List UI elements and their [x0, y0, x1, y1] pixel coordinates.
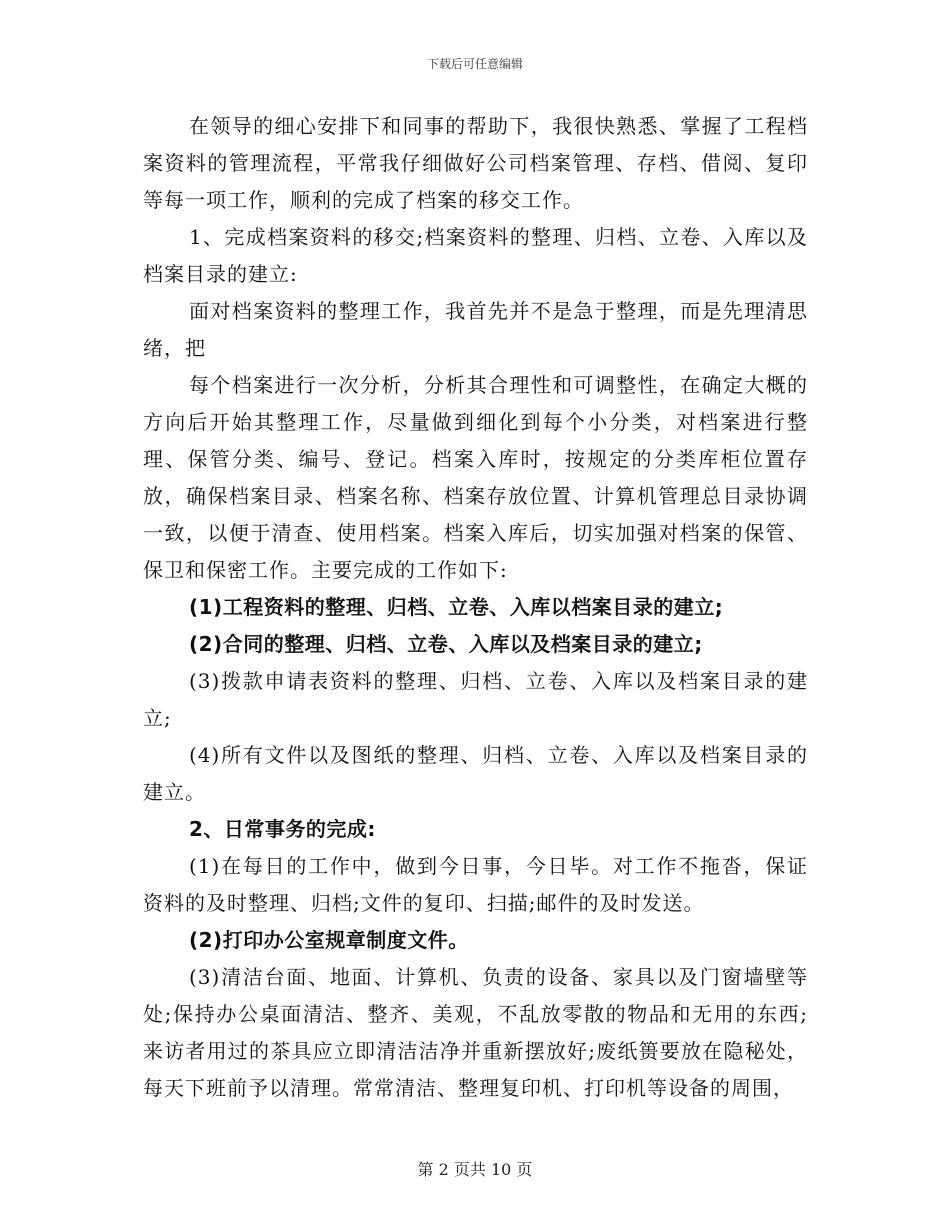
paragraph: (3)清洁台面、地面、计算机、负责的设备、家具以及门窗墙壁等处;保持办公桌面清洁、整齐、美观，不乱放零散的物品和无用的东西;来访者用过的茶具应立即清洁洁净并重新摆放好;废纸篑要放在隐秘处，每天下班前予以清理。常常清洁、整理复印机、打印机等设备的周围， — [143, 965, 808, 1100]
paragraph: 在领导的细心安排下和同事的帮助下，我很快熟悉、掌握了工程档案资料的管理流程，平常我仔细做好公司档案管理、存档、借阅、复印等每一项工作，顺利的完成了档案的移交工作。 — [143, 114, 808, 212]
page-number-footer: 第 2 页共 10 页 — [417, 1160, 533, 1179]
paragraph-bold: (1)工程资料的整理、归档、立卷、入库以档案目录的建立; — [189, 595, 724, 619]
paragraph: 每个档案进行一次分析，分析其合理性和可调整性，在确定大概的方向后开始其整理工作，尽量做到细化到每个小分类，对档案进行整理、保管分类、编号、登记。档案入库时，按规定的分类库柜位置存放，确保档案目录、档案名称、档案存放位置、计算机管理总目录协调一致，以便于清查、使用档案。档案入库后，切实加强对档案的保管、保卫和保密工作。主要完成的工作如下: — [143, 373, 808, 582]
paragraph: (4)所有文件以及图纸的整理、归档、立卷、入库以及档案目录的建立。 — [143, 743, 808, 804]
paragraph-bold: (2)打印办公室规章制度文件。 — [189, 928, 469, 952]
section-heading: 2、日常事务的完成: — [189, 817, 376, 841]
paragraph: 1、完成档案资料的移交;档案资料的整理、归档、立卷、入库以及档案目录的建立: — [143, 225, 808, 286]
paragraph: (1)在每日的工作中，做到今日事，今日毕。对工作不拖沓，保证资料的及时整理、归档;文件的复印、扫描;邮件的及时发送。 — [143, 854, 808, 915]
page-header: 下载后可任意编辑 — [426, 57, 523, 71]
paragraph: 面对档案资料的整理工作，我首先并不是急于整理，而是先理清思绪，把 — [143, 299, 808, 360]
paragraph-bold: (2)合同的整理、归档、立卷、入库以及档案目录的建立; — [189, 632, 703, 656]
paragraph: (3)拨款申请表资料的整理、归档、立卷、入库以及档案目录的建立; — [143, 669, 808, 730]
document-body — [143, 108, 808, 1107]
